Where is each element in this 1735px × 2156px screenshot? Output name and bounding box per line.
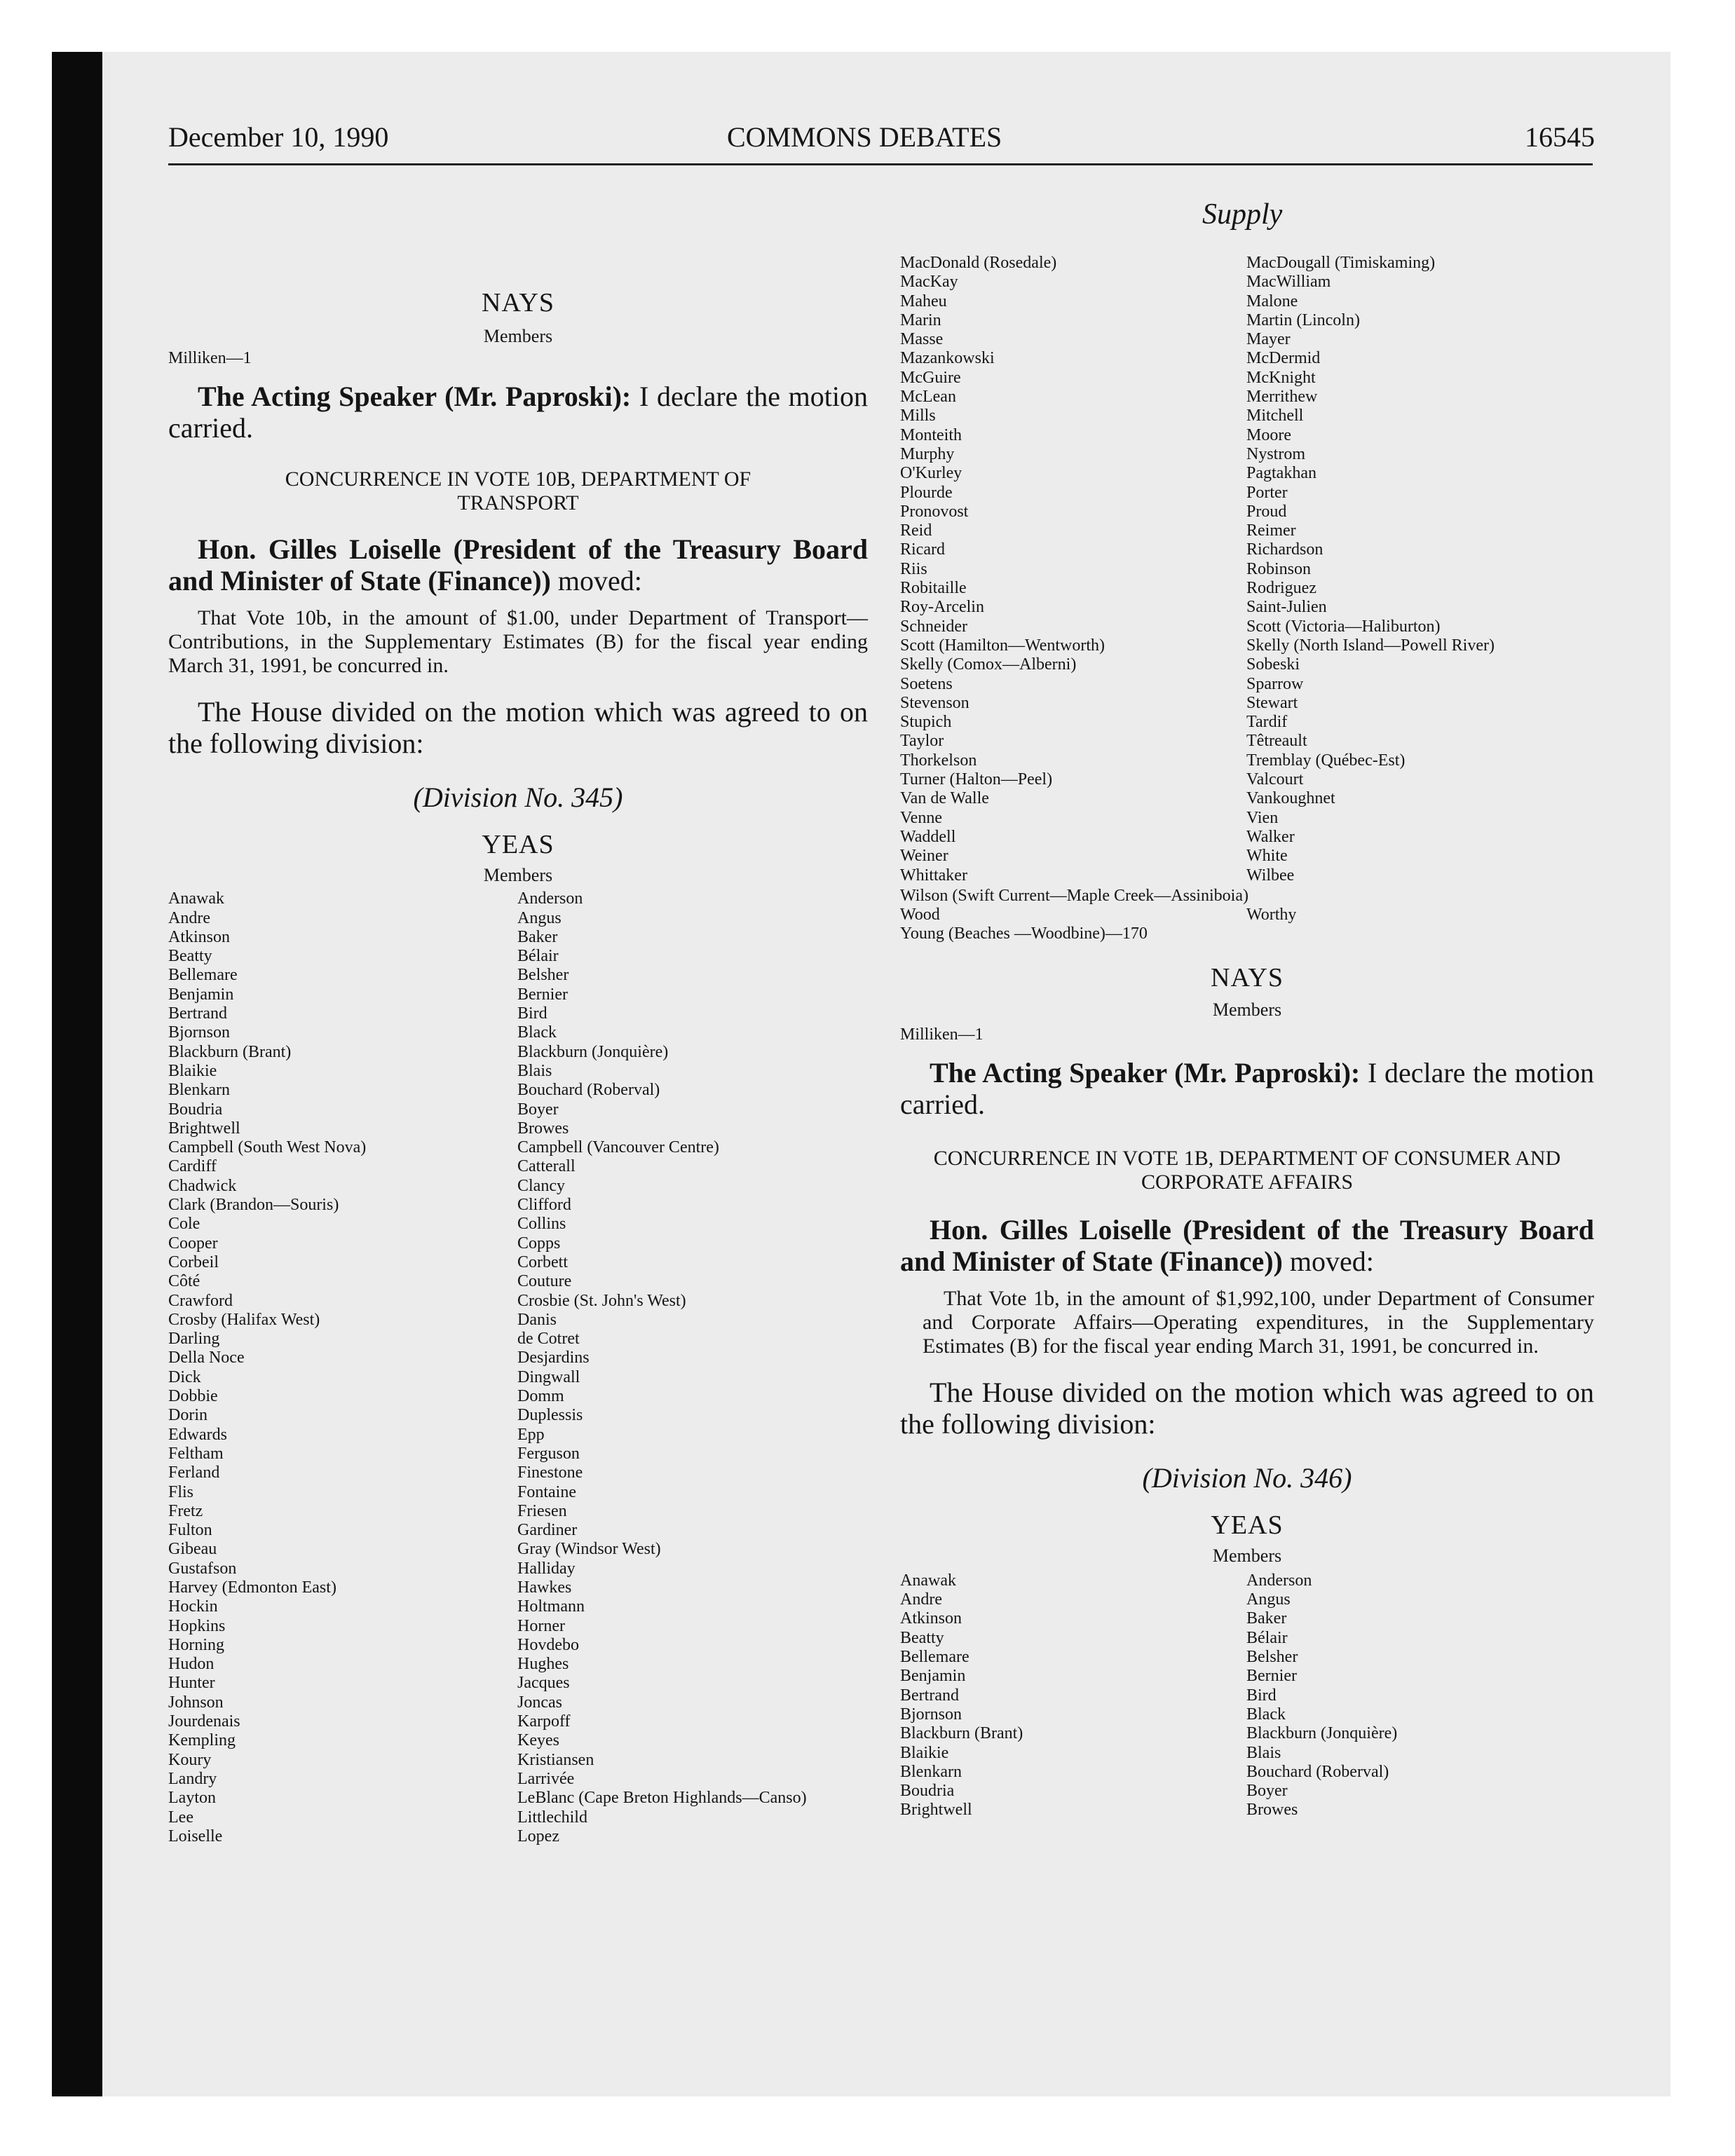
yeas-heading: YEAS xyxy=(482,830,554,860)
member-name: Bird xyxy=(1246,1686,1277,1705)
member-name: Fretz xyxy=(168,1501,203,1520)
member-name: Crosby (Halifax West) xyxy=(168,1310,320,1329)
member-name: Soetens xyxy=(900,674,953,693)
member-name: Fulton xyxy=(168,1521,212,1540)
member-name: Corbeil xyxy=(168,1253,219,1271)
member-name: Richardson xyxy=(1246,540,1324,559)
header-rule xyxy=(168,163,1593,165)
member-name: Sobeski xyxy=(1246,655,1300,674)
member-name: Couture xyxy=(517,1272,572,1291)
mover-text-2: moved: xyxy=(1289,1245,1374,1277)
nays-members-label-2: Members xyxy=(1212,999,1282,1020)
speaker-text-2: I declare the motion carried. xyxy=(900,1056,1594,1120)
member-name: Hawkes xyxy=(517,1578,572,1597)
member-name: Clancy xyxy=(517,1176,565,1195)
member-name: Blais xyxy=(1246,1743,1281,1762)
member-name: White xyxy=(1246,847,1288,866)
member-name: Atkinson xyxy=(168,927,231,946)
member-name: Kempling xyxy=(168,1731,236,1750)
member-name: Loiselle xyxy=(168,1827,223,1845)
member-name: Keyes xyxy=(517,1731,559,1750)
member-name: Weiner xyxy=(900,847,948,866)
member-name: Anawak xyxy=(168,889,224,908)
member-name: Skelly (North Island—Powell River) xyxy=(1246,636,1495,655)
member-name: Dobbie xyxy=(168,1387,218,1406)
yeas-lists-2 xyxy=(900,1571,1594,1824)
member-name: MacDougall (Timiskaming) xyxy=(1246,254,1436,272)
member-name: Anderson xyxy=(517,889,583,908)
member-name: Baker xyxy=(1246,1609,1287,1628)
member-name: Martin (Lincoln) xyxy=(1246,311,1360,329)
member-name: Pagtakhan xyxy=(1246,464,1316,483)
member-name: Collins xyxy=(517,1215,566,1234)
member-name: Crosbie (St. John's West) xyxy=(517,1291,686,1310)
mover-text: moved: xyxy=(557,565,642,597)
member-name: Whittaker xyxy=(900,866,967,885)
member-name: Nystrom xyxy=(1246,444,1305,463)
member-name: Sparrow xyxy=(1246,674,1304,693)
member-name: Stevenson xyxy=(900,693,969,712)
member-name: Holtmann xyxy=(517,1597,585,1616)
yeas-lists xyxy=(168,889,868,1850)
member-name: Hunter xyxy=(168,1674,215,1693)
member-name: Horner xyxy=(517,1616,565,1635)
member-name: Stupich xyxy=(900,713,952,732)
member-name: Bernier xyxy=(1246,1667,1297,1686)
speaker-paragraph xyxy=(168,381,868,444)
member-name: Robinson xyxy=(1246,559,1312,578)
member-name: Littlechild xyxy=(517,1808,587,1827)
divided-text: The House divided on the motion which was agreed to on the following division: xyxy=(168,696,868,760)
member-name: Brightwell xyxy=(900,1801,972,1820)
member-name: Riis xyxy=(900,559,927,578)
member-name: Dick xyxy=(168,1367,201,1386)
member-name: Blaikie xyxy=(900,1743,949,1762)
left-column xyxy=(168,280,868,1850)
member-name: Bertrand xyxy=(900,1686,959,1705)
member-name: Copps xyxy=(517,1234,561,1253)
member-name: Thorkelson xyxy=(900,751,977,770)
member-name: Stewart xyxy=(1246,693,1298,712)
member-name: MacKay xyxy=(900,273,958,292)
member-name: Beatty xyxy=(900,1628,944,1647)
member-name: Mazankowski xyxy=(900,349,995,368)
member-name: Hughes xyxy=(517,1655,569,1674)
member-name: Blais xyxy=(517,1061,552,1080)
yeas-members-label-2: Members xyxy=(1212,1545,1282,1566)
member-name: Belsher xyxy=(517,966,569,985)
member-name: Danis xyxy=(517,1310,557,1329)
member-name: Blenkarn xyxy=(900,1762,962,1781)
member-name: Ferland xyxy=(168,1464,220,1482)
continued-yeas-lists xyxy=(900,254,1594,887)
member-name: Karpoff xyxy=(517,1712,571,1731)
member-name: Mitchell xyxy=(1246,407,1304,425)
member-name: Belsher xyxy=(1246,1648,1298,1667)
member-name: Epp xyxy=(517,1425,545,1444)
member-name: LeBlanc (Cape Breton Highlands—Canso) xyxy=(517,1789,807,1808)
mover-name-2: Hon. Gilles Loiselle (President of the Treasury Board and Minister of State (Finance)) xyxy=(900,1213,1594,1277)
nays-members-label: Members xyxy=(483,326,553,346)
member-name: Proud xyxy=(1246,502,1287,521)
member-name: Horning xyxy=(168,1635,224,1654)
member-name: Valcourt xyxy=(1246,770,1304,789)
mover-paragraph-2 xyxy=(900,1214,1594,1277)
member-name: Catterall xyxy=(517,1157,576,1176)
member-name: Desjardins xyxy=(517,1349,590,1367)
member-name: Roy-Arcelin xyxy=(900,598,984,617)
member-name: O'Kurley xyxy=(900,464,962,483)
member-name: Bjornson xyxy=(168,1023,231,1042)
member-name: Scott (Hamilton—Wentworth) xyxy=(900,636,1105,655)
continued-last-row xyxy=(900,906,1594,925)
member-name: Hopkins xyxy=(168,1616,226,1635)
member-name: Lopez xyxy=(517,1827,559,1845)
member-name: Plourde xyxy=(900,483,953,502)
member-name: Jourdenais xyxy=(168,1712,240,1731)
member-name: Blackburn (Brant) xyxy=(168,1042,292,1061)
member-name: Gustafson xyxy=(168,1559,237,1578)
member-name: Côté xyxy=(168,1272,200,1291)
member-name: Porter xyxy=(1246,483,1288,502)
member-name: Mills xyxy=(900,407,936,425)
member-name: Domm xyxy=(517,1387,564,1406)
member-name: Layton xyxy=(168,1789,216,1808)
member-name: Koury xyxy=(168,1750,212,1769)
header-page-number: 16545 xyxy=(1525,121,1595,153)
member-name: Boyer xyxy=(517,1100,559,1119)
member-name: Taylor xyxy=(900,732,944,751)
member-name: Campbell (South West Nova) xyxy=(168,1138,367,1157)
member-name: Bouchard (Roberval) xyxy=(1246,1762,1389,1781)
yeas-column-2 xyxy=(517,889,807,1846)
member-name: Walker xyxy=(1246,827,1295,846)
member-name: Johnson xyxy=(168,1693,224,1712)
member-name: Blackburn (Brant) xyxy=(900,1724,1023,1743)
member-name: Feltham xyxy=(168,1444,224,1463)
member-name: Flis xyxy=(168,1482,194,1501)
member-name: Gibeau xyxy=(168,1540,217,1559)
continued-column-2 xyxy=(1246,254,1495,885)
member-name: Black xyxy=(517,1023,557,1042)
concurrence-heading: CONCURRENCE IN VOTE 10B, DEPARTMENT OF TRANSPORT xyxy=(285,468,751,515)
member-name: Bertrand xyxy=(168,1004,227,1023)
member-name: Skelly (Comox—Alberni) xyxy=(900,655,1077,674)
member-name: Bouchard (Roberval) xyxy=(517,1081,660,1100)
right-column xyxy=(900,254,1594,1824)
member-name: Andre xyxy=(900,1590,942,1609)
member-name: Reimer xyxy=(1246,521,1296,540)
yeas-column-1-div346 xyxy=(900,1571,1023,1820)
member-name: Chadwick xyxy=(168,1176,237,1195)
member-name: MacWilliam xyxy=(1246,273,1331,292)
member-name: Turner (Halton—Peel) xyxy=(900,770,1053,789)
member-name: Fontaine xyxy=(517,1482,576,1501)
member-name: Hudon xyxy=(168,1655,215,1674)
yeas-column-1 xyxy=(168,889,366,1846)
member-name: Marin xyxy=(900,311,941,329)
member-name: Crawford xyxy=(168,1291,233,1310)
member-name: Vien xyxy=(1246,808,1279,827)
member-name: Lee xyxy=(168,1808,193,1827)
member-name: Rodriguez xyxy=(1246,579,1316,598)
member-name: Baker xyxy=(517,927,558,946)
member-name: Atkinson xyxy=(900,1609,962,1628)
member-name: Ricard xyxy=(900,540,945,559)
member-name: Venne xyxy=(900,808,942,827)
member-name: Robitaille xyxy=(900,579,967,598)
motion-text-2: That Vote 1b, in the amount of $1,992,100, under Department of Consumer and Corporate Affairs—Operating expenditures, in the Supplementary Estimates (B) for the fiscal year ending March 31, 1991, be concurred in. xyxy=(923,1286,1594,1358)
speaker-text: I declare the motion carried. xyxy=(168,381,868,444)
member-name: Browes xyxy=(517,1119,569,1138)
member-name: Landry xyxy=(168,1769,217,1788)
member-name: MacDonald (Rosedale) xyxy=(900,254,1057,272)
member-name: Maheu xyxy=(900,292,947,311)
member-name: Dingwall xyxy=(517,1367,580,1386)
member-name: Anawak xyxy=(900,1571,956,1590)
divided-text-2: The House divided on the motion which was agreed to on the following division: xyxy=(900,1376,1594,1440)
member-name: Boudria xyxy=(168,1100,223,1119)
member-name: Pronovost xyxy=(900,502,969,521)
member-name: Della Noce xyxy=(168,1349,245,1367)
nays-heading-2: NAYS xyxy=(1211,962,1284,992)
member-name: Mayer xyxy=(1246,330,1291,349)
member-name: Bird xyxy=(517,1004,547,1023)
member-name: Angus xyxy=(517,908,562,927)
member-name: Benjamin xyxy=(168,985,234,1004)
division-label-2: (Division No. 346) xyxy=(1142,1461,1352,1494)
member-name: Vankoughnet xyxy=(1246,789,1335,808)
member-name: Blackburn (Jonquière) xyxy=(517,1042,669,1061)
member-name: Brightwell xyxy=(168,1119,240,1138)
member-name: Browes xyxy=(1246,1801,1298,1820)
member-name: Scott (Victoria—Haliburton) xyxy=(1246,617,1441,636)
speaker-name-2: The Acting Speaker (Mr. Paproski): xyxy=(930,1056,1361,1089)
member-name: Angus xyxy=(1246,1590,1291,1609)
member-name: Campbell (Vancouver Centre) xyxy=(517,1138,719,1157)
member-name: Friesen xyxy=(517,1501,567,1520)
member-name: Kristiansen xyxy=(517,1750,594,1769)
member-name: McDermid xyxy=(1246,349,1321,368)
member-name: Jacques xyxy=(517,1674,570,1693)
member-name: Finestone xyxy=(517,1464,583,1482)
continued-final-count: Young (Beaches —Woodbine)—170 xyxy=(900,925,1148,943)
member-name: Benjamin xyxy=(900,1667,966,1686)
concurrence-heading-2: CONCURRENCE IN VOTE 1B, DEPARTMENT OF CONSUMER AND CORPORATE AFFAIRS xyxy=(933,1146,1561,1194)
header-date: December 10, 1990 xyxy=(168,121,389,153)
member-name: Monteith xyxy=(900,425,962,444)
member-name: Cardiff xyxy=(168,1157,217,1176)
member-name: Bellemare xyxy=(900,1648,969,1667)
member-name: Malone xyxy=(1246,292,1298,311)
continued-wide-entry: Wilson (Swift Current—Maple Creek—Assiniboia) xyxy=(900,887,1248,905)
nays-list-2: Milliken—1 xyxy=(900,1025,984,1044)
member-name: Murphy xyxy=(900,444,955,463)
member-name: Dorin xyxy=(168,1406,207,1425)
member-name: Halliday xyxy=(517,1559,576,1578)
yeas-members-label: Members xyxy=(483,865,553,886)
member-name: Harvey (Edmonton East) xyxy=(168,1578,336,1597)
section-title: Supply xyxy=(1202,198,1283,231)
member-name: Duplessis xyxy=(517,1406,583,1425)
member-name: Black xyxy=(1246,1705,1286,1724)
member-name: Schneider xyxy=(900,617,967,636)
continued-worthy: Worthy xyxy=(1246,906,1297,925)
member-name: Edwards xyxy=(168,1425,227,1444)
member-name: Van de Walle xyxy=(900,789,989,808)
member-name: Beatty xyxy=(168,947,212,966)
member-name: Blenkarn xyxy=(168,1081,230,1100)
member-name: Joncas xyxy=(517,1693,562,1712)
member-name: Merrithew xyxy=(1246,388,1318,407)
member-name: Clark (Brandon—Souris) xyxy=(168,1196,339,1215)
member-name: Wilbee xyxy=(1246,866,1295,885)
nays-list: Milliken—1 xyxy=(168,349,252,367)
member-name: Corbett xyxy=(517,1253,568,1271)
yeas-heading-2: YEAS xyxy=(1211,1510,1284,1540)
member-name: Tremblay (Québec-Est) xyxy=(1246,751,1406,770)
member-name: Boudria xyxy=(900,1782,955,1801)
scan-edge-shadow xyxy=(52,52,102,2096)
member-name: Larrivée xyxy=(517,1769,575,1788)
member-name: Boyer xyxy=(1246,1782,1288,1801)
mover-paragraph xyxy=(168,533,868,596)
nays-heading: NAYS xyxy=(482,288,554,318)
member-name: Andre xyxy=(168,908,210,927)
speaker-name: The Acting Speaker (Mr. Paproski): xyxy=(198,381,632,413)
division-number: Division No. 345 xyxy=(422,782,614,814)
member-name: Cole xyxy=(168,1215,200,1234)
member-name: Blaikie xyxy=(168,1061,217,1080)
speaker-paragraph-2 xyxy=(900,1057,1594,1120)
mover-name: Hon. Gilles Loiselle (President of the Treasury Board and Minister of State (Finance)) xyxy=(168,533,868,597)
division-label: (Division No. 345) xyxy=(413,782,623,814)
member-name: Bellemare xyxy=(168,966,238,985)
yeas-column-2-div346 xyxy=(1246,1571,1397,1820)
member-name: Gardiner xyxy=(517,1521,578,1540)
member-name: Reid xyxy=(900,521,932,540)
member-name: Clifford xyxy=(517,1196,571,1215)
member-name: Hovdebo xyxy=(517,1635,579,1654)
header-title: COMMONS DEBATES xyxy=(727,121,1002,153)
member-name: McKnight xyxy=(1246,368,1316,387)
member-name: Waddell xyxy=(900,827,956,846)
member-name: Ferguson xyxy=(517,1444,580,1463)
member-name: Anderson xyxy=(1246,1571,1312,1590)
member-name: Hockin xyxy=(168,1597,218,1616)
member-name: Tardif xyxy=(1246,713,1288,732)
member-name: McLean xyxy=(900,388,956,407)
member-name: Masse xyxy=(900,330,944,349)
continued-wood: Wood xyxy=(900,906,940,925)
member-name: Cooper xyxy=(168,1234,218,1253)
member-name: Bélair xyxy=(517,947,559,966)
member-name: Saint-Julien xyxy=(1246,598,1327,617)
division-number-2: Division No. 346 xyxy=(1151,1461,1343,1494)
member-name: Têtreault xyxy=(1246,732,1307,751)
continued-column-1 xyxy=(900,254,1105,885)
member-name: Darling xyxy=(168,1330,220,1349)
member-name: McGuire xyxy=(900,368,961,387)
member-name: Bernier xyxy=(517,985,568,1004)
motion-text: That Vote 10b, in the amount of $1.00, under Department of Transport—Contributions, in the Supplementary Estimates (B) for the fiscal year ending March 31, 1991, be concurred in. xyxy=(168,606,868,678)
member-name: Moore xyxy=(1246,425,1291,444)
member-name: Bélair xyxy=(1246,1628,1288,1647)
member-name: Blackburn (Jonquière) xyxy=(1246,1724,1398,1743)
member-name: de Cotret xyxy=(517,1330,580,1349)
member-name: Bjornson xyxy=(900,1705,962,1724)
member-name: Gray (Windsor West) xyxy=(517,1540,661,1559)
